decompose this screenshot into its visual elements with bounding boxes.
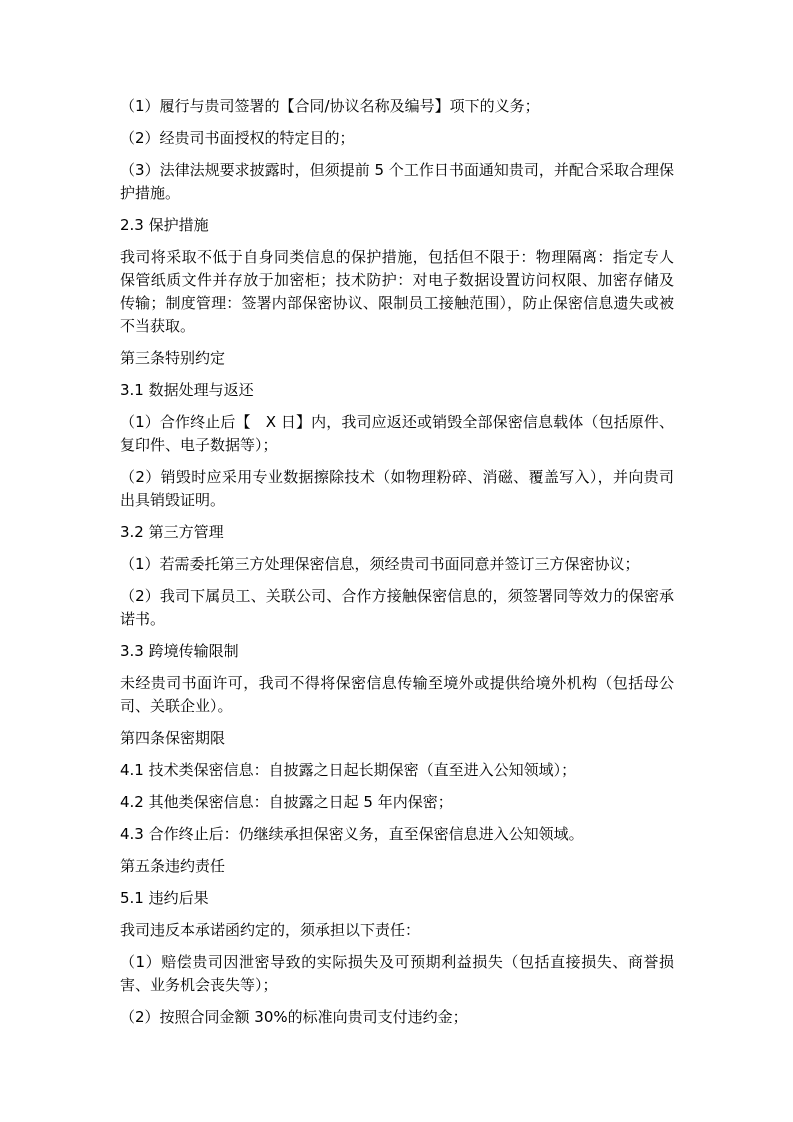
- section-heading: 3.3 跨境传输限制: [120, 642, 239, 660]
- section-heading: 3.1 数据处理与返还: [120, 381, 254, 399]
- section-heading: 5.1 违约后果: [120, 889, 209, 907]
- clause-item: 4.1 技术类保密信息：自披露之日起长期保密（直至进入公知领域）；: [120, 761, 577, 779]
- article-heading: 第四条保密期限: [120, 729, 226, 747]
- clause-item: 4.3 合作终止后：仍继续承担保密义务，直至保密信息进入公知领域。: [120, 825, 584, 843]
- clause-item: 我司违反本承诺函约定的，须承担以下责任：: [120, 921, 421, 939]
- clause-item: 4.2 其他类保密信息：自披露之日起 5 年内保密；: [120, 793, 453, 811]
- section-heading: 3.2 第三方管理: [120, 523, 224, 541]
- clause-item: （3）法律法规要求披露时，但须提前 5 个工作日书面通知贵司，并配合采取合理保护措施。: [120, 161, 674, 202]
- clause-item: （1）若需委托第三方处理保密信息，须经贵司书面同意并签订三方保密协议；: [120, 555, 640, 573]
- clause-item: 未经贵司书面许可，我司不得将保密信息传输至境外或提供给境外机构（包括母公司、关联企业）。: [120, 674, 674, 715]
- clause-item: （2）按照合同金额 30%的标准向贵司支付违约金；: [120, 1008, 468, 1026]
- section-heading: 2.3 保护措施: [120, 216, 209, 234]
- clause-item: （1）合作终止后【 X 日】内，我司应返还或销毁全部保密信息载体（包括原件、复印件、电子数据等）；: [120, 413, 674, 454]
- clause-item: （2）销毁时应采用专业数据擦除技术（如物理粉碎、消磁、覆盖写入），并向贵司出具销毁证明。: [120, 468, 674, 509]
- clause-item: （2）经贵司书面授权的特定目的；: [120, 129, 355, 147]
- article-heading: 第五条违约责任: [120, 857, 226, 875]
- clause-item: （1）赔偿贵司因泄密导致的实际损失及可预期利益损失（包括直接损失、商誉损害、业务机会丧失等）；: [120, 953, 674, 994]
- clause-item: 我司将采取不低于自身同类信息的保护措施，包括但不限于：物理隔离：指定专人保管纸质文件并存放于加密柜；技术防护：对电子数据设置访问权限、加密存储及传输；制度管理：签署内部保密协议、限制员工接触范围），防止保密信息遗失或被不当获取。: [120, 248, 674, 335]
- article-heading: 第三条特别约定: [120, 349, 226, 367]
- clause-item: （1）履行与贵司签署的【合同/协议名称及编号】项下的义务；: [120, 97, 540, 115]
- clause-item: （2）我司下属员工、关联公司、合作方接触保密信息的，须签署同等效力的保密承诺书。: [120, 587, 674, 628]
